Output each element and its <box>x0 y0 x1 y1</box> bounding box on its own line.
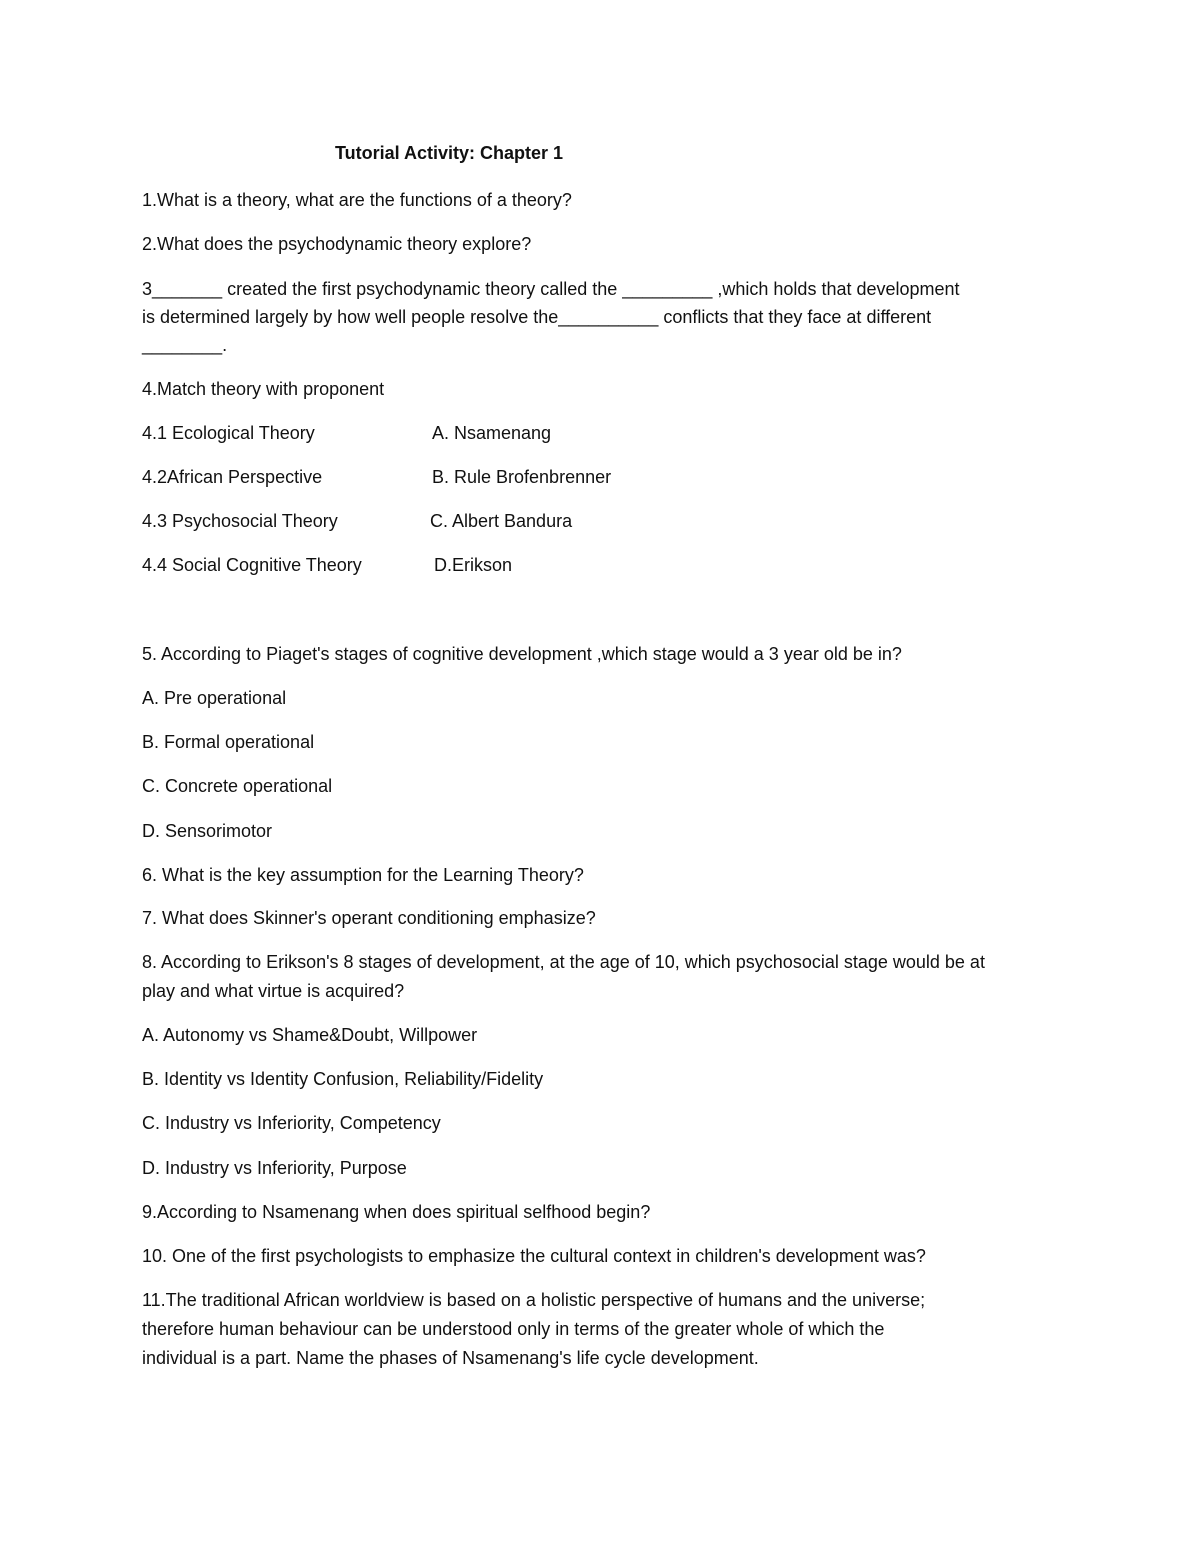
question-5-option-a: A. Pre operational <box>142 688 287 708</box>
match-proponent-2: B. Rule Brofenbrenner <box>432 467 612 487</box>
match-proponent-4: D.Erikson <box>434 555 513 575</box>
document-title: Tutorial Activity: Chapter 1 <box>335 143 564 163</box>
question-3-line-2: is determined largely by how well people resolve the__________ conflicts that they face at different <box>142 307 932 327</box>
match-theory-1: 4.1 Ecological Theory <box>142 423 315 443</box>
question-8-option-d: D. Industry vs Inferiority, Purpose <box>142 1158 407 1178</box>
question-1: 1.What is a theory, what are the functions of a theory? <box>142 190 572 210</box>
question-8-option-c: C. Industry vs Inferiority, Competency <box>142 1113 441 1133</box>
question-5-option-d: D. Sensorimotor <box>142 821 273 841</box>
match-theory-4: 4.4 Social Cognitive Theory <box>142 555 362 575</box>
question-3-line-3: ________. <box>142 335 228 355</box>
question-6: 6. What is the key assumption for the Learning Theory? <box>142 865 584 885</box>
match-proponent-1: A. Nsamenang <box>432 423 552 443</box>
question-11-line-1: 11.The traditional African worldview is based on a holistic perspective of humans and the universe; <box>142 1290 926 1310</box>
question-8-line-2: play and what virtue is acquired? <box>142 981 405 1001</box>
match-theory-3: 4.3 Psychosocial Theory <box>142 511 338 531</box>
question-8-line-1: 8. According to Erikson's 8 stages of development, at the age of 10, which psychosocial stage would be at <box>142 952 985 972</box>
question-8-option-a: A. Autonomy vs Shame&Doubt, Willpower <box>142 1025 478 1045</box>
question-5: 5. According to Piaget's stages of cognitive development ,which stage would a 3 year old be in? <box>142 644 902 664</box>
question-9: 9.According to Nsamenang when does spiritual selfhood begin? <box>142 1202 651 1222</box>
question-2: 2.What does the psychodynamic theory explore? <box>142 234 532 254</box>
question-5-option-c: C. Concrete operational <box>142 776 333 796</box>
question-8-option-b: B. Identity vs Identity Confusion, Reliability/Fidelity <box>142 1069 544 1089</box>
question-5-option-b: B. Formal operational <box>142 732 315 752</box>
question-11-line-3: individual is a part. Name the phases of Nsamenang's life cycle development. <box>142 1348 759 1368</box>
question-11-line-2: therefore human behaviour can be understood only in terms of the greater whole of which the <box>142 1319 885 1339</box>
question-4: 4.Match theory with proponent <box>142 379 385 399</box>
question-7: 7. What does Skinner's operant conditioning emphasize? <box>142 908 596 928</box>
match-proponent-3: C. Albert Bandura <box>430 511 573 531</box>
question-3-line-1: 3_______ created the first psychodynamic theory called the _________ ,which holds that development <box>142 279 960 299</box>
match-theory-2: 4.2African Perspective <box>142 467 323 487</box>
question-10: 10. One of the first psychologists to emphasize the cultural context in children's development was? <box>142 1246 926 1266</box>
